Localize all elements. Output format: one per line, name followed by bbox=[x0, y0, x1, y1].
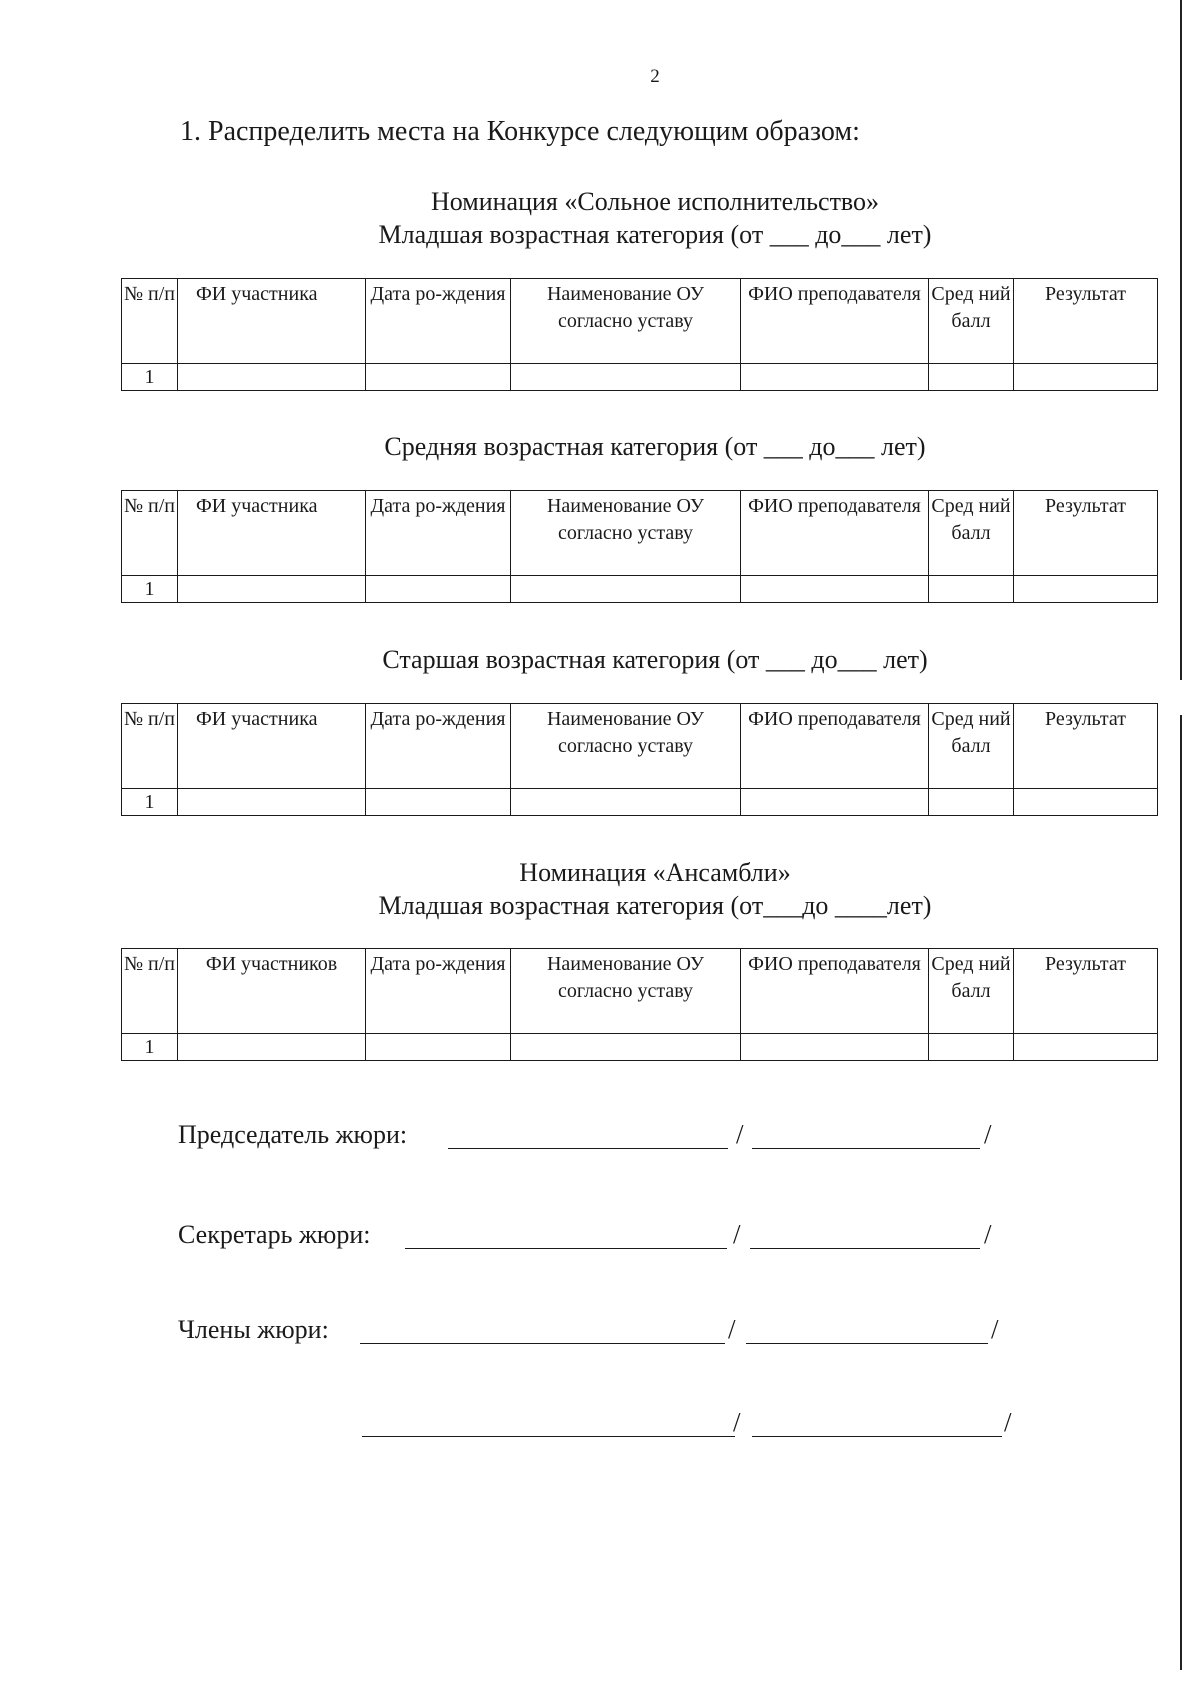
header-result: Результат bbox=[1014, 704, 1158, 789]
row-number: 1 bbox=[122, 1034, 178, 1061]
signature-slash: / bbox=[733, 1407, 741, 1437]
signature-slash: / bbox=[1004, 1407, 1012, 1437]
nomination-heading: Номинация «Ансамбли» bbox=[519, 858, 791, 887]
signature-line bbox=[362, 1436, 735, 1437]
signature-slash: / bbox=[991, 1314, 999, 1344]
table-cell bbox=[366, 1034, 511, 1061]
page-number: 2 bbox=[650, 66, 660, 87]
header-birthdate: Дата ро-ждения bbox=[366, 949, 511, 1034]
signature-slash: / bbox=[733, 1219, 741, 1249]
table-header-row bbox=[122, 279, 1158, 364]
row-number: 1 bbox=[122, 364, 178, 391]
header-institution: Наименование ОУ согласно уставу bbox=[511, 704, 741, 789]
results-table bbox=[121, 490, 1158, 603]
table-cell bbox=[929, 789, 1014, 816]
jury-members-label: Члены жюри: bbox=[178, 1315, 329, 1344]
table-cell bbox=[741, 364, 929, 391]
table-row bbox=[122, 576, 1158, 603]
table-cell bbox=[366, 576, 511, 603]
table-row bbox=[122, 364, 1158, 391]
table-header-row bbox=[122, 949, 1158, 1034]
table-cell bbox=[178, 576, 366, 603]
header-number: № п/п bbox=[122, 491, 178, 576]
results-table bbox=[121, 703, 1158, 816]
table-cell bbox=[929, 1034, 1014, 1061]
header-birthdate: Дата ро-ждения bbox=[366, 704, 511, 789]
header-institution: Наименование ОУ согласно уставу bbox=[511, 279, 741, 364]
table-header-row bbox=[122, 704, 1158, 789]
table-cell bbox=[741, 789, 929, 816]
header-participants: ФИ участников bbox=[178, 949, 366, 1034]
header-participant: ФИ участника bbox=[178, 704, 366, 789]
signature-slash: / bbox=[984, 1219, 992, 1249]
intro-text: 1. Распределить места на Конкурсе следующим образом: bbox=[180, 116, 860, 147]
category-heading: Младшая возрастная категория (от___до ____лет) bbox=[378, 891, 932, 920]
header-birthdate: Дата ро-ждения bbox=[366, 491, 511, 576]
table-cell bbox=[511, 364, 741, 391]
signature-line bbox=[750, 1248, 980, 1249]
category-heading: Старшая возрастная категория (от ___ до___ лет) bbox=[382, 645, 928, 674]
table-cell bbox=[511, 1034, 741, 1061]
signature-line bbox=[752, 1436, 1002, 1437]
results-table bbox=[121, 948, 1158, 1061]
header-teacher: ФИО преподавателя bbox=[741, 491, 929, 576]
signature-line bbox=[405, 1248, 727, 1249]
header-institution: Наименование ОУ согласно уставу bbox=[511, 949, 741, 1034]
table-cell bbox=[929, 364, 1014, 391]
table-cell bbox=[178, 789, 366, 816]
signature-slash: / bbox=[984, 1119, 992, 1149]
signature-line bbox=[360, 1343, 725, 1344]
jury-secretary-label: Секретарь жюри: bbox=[178, 1220, 371, 1249]
signature-line bbox=[448, 1148, 728, 1149]
table-cell bbox=[929, 576, 1014, 603]
table-header-row bbox=[122, 491, 1158, 576]
table-cell bbox=[1014, 576, 1158, 603]
row-number: 1 bbox=[122, 576, 178, 603]
header-teacher: ФИО преподавателя bbox=[741, 279, 929, 364]
category-heading: Младшая возрастная категория (от ___ до___ лет) bbox=[378, 220, 932, 249]
table-cell bbox=[178, 1034, 366, 1061]
table-cell bbox=[511, 789, 741, 816]
signature-slash: / bbox=[736, 1119, 744, 1149]
row-number: 1 bbox=[122, 789, 178, 816]
header-average-score: Сред ний балл bbox=[929, 704, 1014, 789]
table-cell bbox=[1014, 789, 1158, 816]
table-cell bbox=[366, 364, 511, 391]
category-heading: Средняя возрастная категория (от ___ до___ лет) bbox=[384, 432, 926, 461]
table-cell bbox=[741, 1034, 929, 1061]
table-cell bbox=[511, 576, 741, 603]
signature-slash: / bbox=[728, 1314, 736, 1344]
header-result: Результат bbox=[1014, 491, 1158, 576]
signature-line bbox=[746, 1343, 988, 1344]
header-institution: Наименование ОУ согласно уставу bbox=[511, 491, 741, 576]
header-result: Результат bbox=[1014, 949, 1158, 1034]
header-average-score: Сред ний балл bbox=[929, 279, 1014, 364]
header-participant: ФИ участника bbox=[178, 491, 366, 576]
jury-chair-label: Председатель жюри: bbox=[178, 1120, 408, 1149]
header-teacher: ФИО преподавателя bbox=[741, 704, 929, 789]
table-cell bbox=[1014, 364, 1158, 391]
table-row bbox=[122, 1034, 1158, 1061]
table-row bbox=[122, 789, 1158, 816]
header-participant: ФИ участника bbox=[178, 279, 366, 364]
table-cell bbox=[366, 789, 511, 816]
results-table bbox=[121, 278, 1158, 391]
table-cell bbox=[741, 576, 929, 603]
header-teacher: ФИО преподавателя bbox=[741, 949, 929, 1034]
header-result: Результат bbox=[1014, 279, 1158, 364]
header-average-score: Сред ний балл bbox=[929, 491, 1014, 576]
header-average-score: Сред ний балл bbox=[929, 949, 1014, 1034]
page-edge-line bbox=[1180, 0, 1182, 680]
header-number: № п/п bbox=[122, 279, 178, 364]
nomination-heading: Номинация «Сольное исполнительство» bbox=[430, 187, 880, 216]
header-number: № п/п bbox=[122, 949, 178, 1034]
header-number: № п/п bbox=[122, 704, 178, 789]
signature-line bbox=[752, 1148, 980, 1149]
table-cell bbox=[1014, 1034, 1158, 1061]
table-cell bbox=[178, 364, 366, 391]
header-birthdate: Дата ро-ждения bbox=[366, 279, 511, 364]
